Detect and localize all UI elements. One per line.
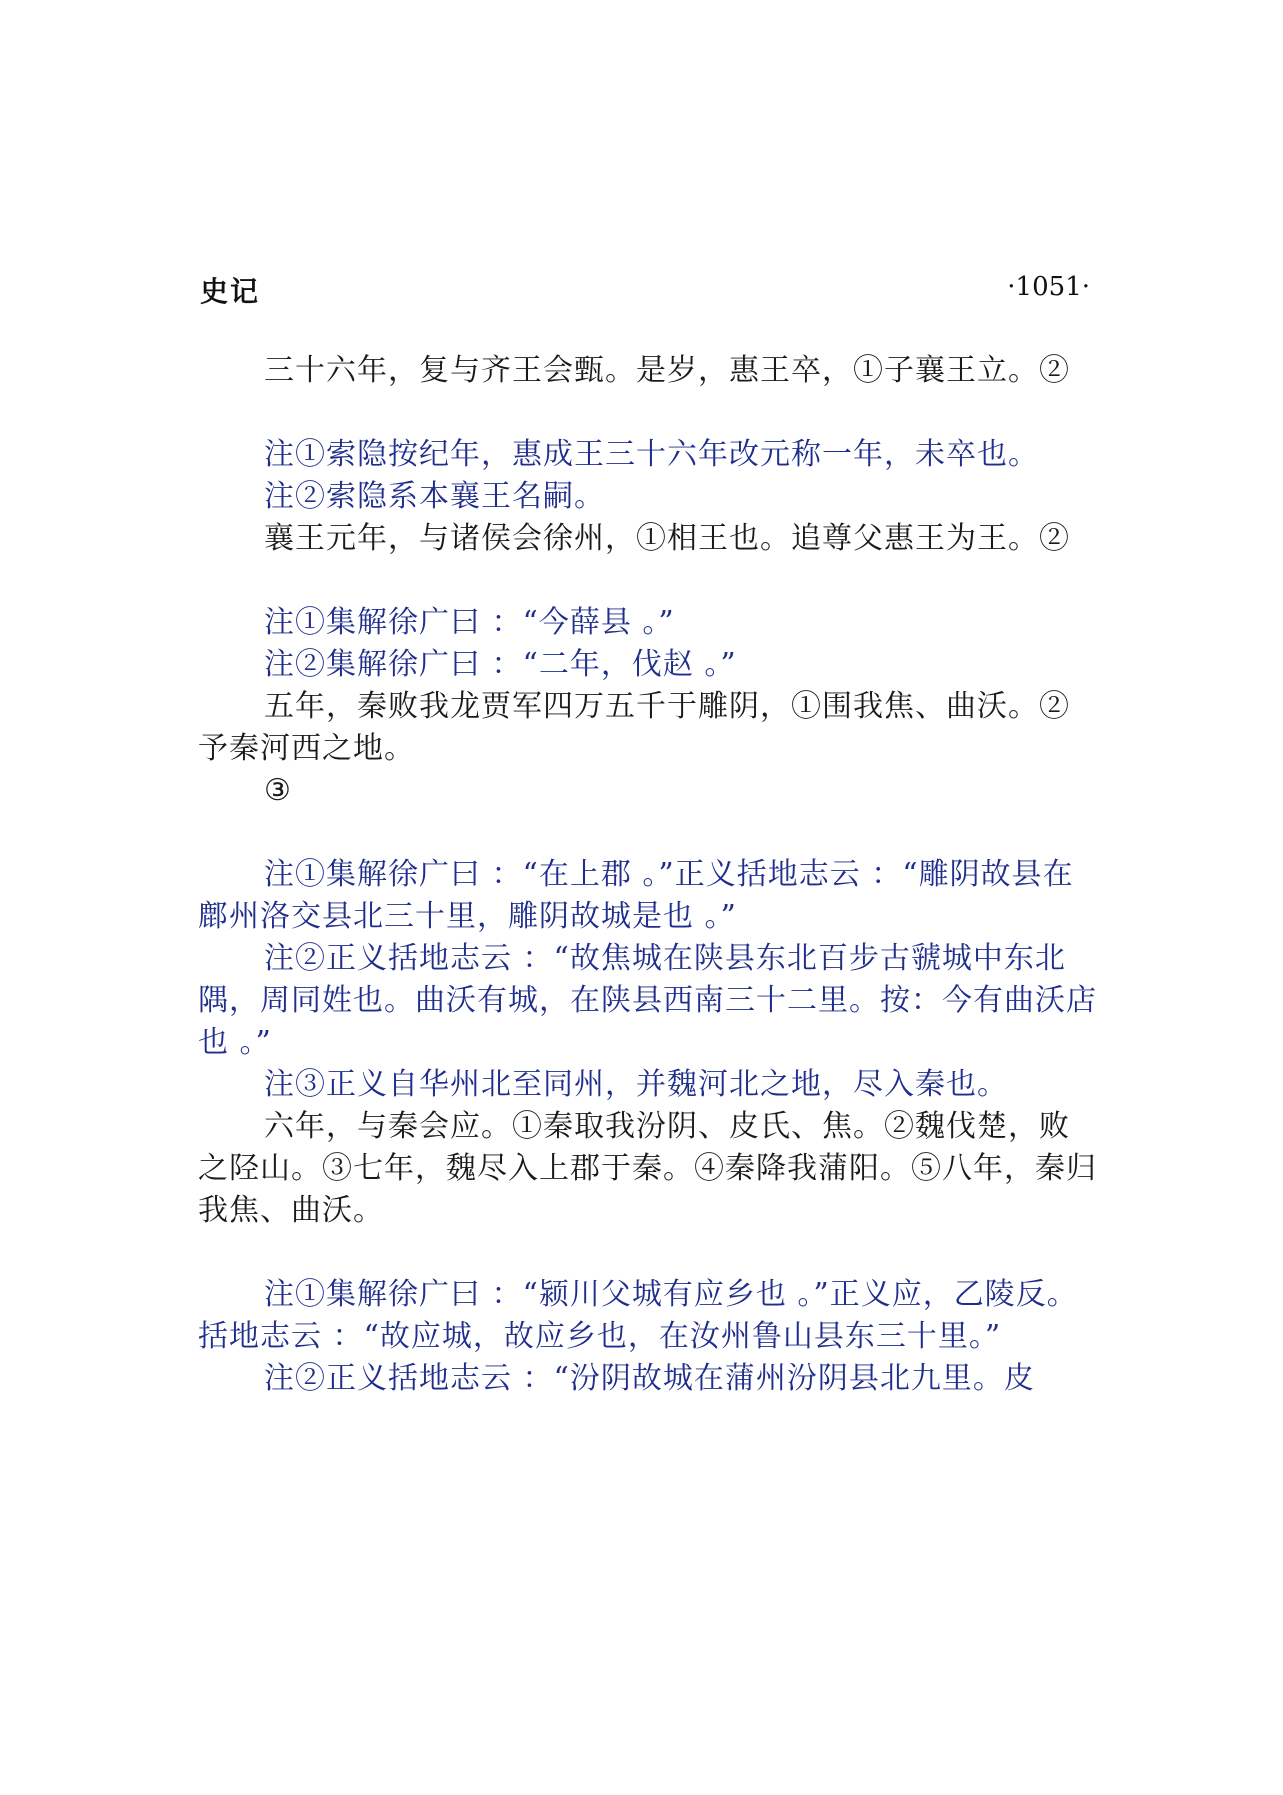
annotation-paragraph: 注①索隐按纪年，惠成王三十六年改元称一年，未卒也。 [264,437,1039,472]
annotation-paragraph: 注②集解徐广曰 ：“二年，伐赵 。” [264,647,737,682]
main-text-paragraph: 五年，秦败我龙贾军四万五千于雕阴，①围我焦、曲沃。②予秦河西之地。 [198,689,1070,766]
page-number: ·1051· [1007,272,1090,302]
page-header [200,270,1090,310]
paragraph-gap [198,560,1098,602]
annotation-paragraph: 注①集解徐广曰 ：“颍川父城有应乡也 。”正义应，乙陵反。括地志云 ：“故应城，故应乡也，在汝州鲁山县东三十里。” [198,1277,1078,1354]
main-text-paragraph: 三十六年，复与齐王会甄。是岁，惠王卒，①子襄王立。② [264,353,1070,388]
main-text-paragraph: ③ [264,773,292,808]
main-text-paragraph: 六年，与秦会应。①秦取我汾阴、皮氏、焦。②魏伐楚，败之陉山。③七年，魏尽入上郡于秦。④秦降我蒲阳。⑤八年，秦归我焦、曲沃。 [198,1109,1097,1228]
annotation-paragraph: 注③正义自华州北至同州，并魏河北之地，尽入秦也。 [264,1067,1008,1102]
paragraph-gap [198,1232,1098,1274]
annotation-paragraph: 注②索隐系本襄王名嗣。 [264,479,605,514]
annotation-paragraph: 注②正义括地志云 ：“汾阴故城在蒲州汾阴县北九里。皮 [264,1361,1035,1396]
main-text-paragraph: 襄王元年，与诸侯会徐州，①相王也。追尊父惠王为王。② [264,521,1070,556]
annotation-paragraph: 注①集解徐广曰 ：“在上郡 。”正义括地志云 ：“雕阴故县在鄜州洛交县北三十里，雕阴故城是也 。” [198,857,1074,934]
annotation-paragraph: 注①集解徐广曰 ：“今薛县 。” [264,605,675,640]
book-title: 史记 [200,275,261,308]
page-body [198,350,1098,1400]
paragraph-gap [198,812,1098,854]
annotation-paragraph: 注②正义括地志云 ：“故焦城在陕县东北百步古虢城中东北隅，周同姓也。曲沃有城，在陕县西南三十二里。按：今有曲沃店也 。” [198,941,1097,1060]
paragraph-gap [198,392,1098,434]
